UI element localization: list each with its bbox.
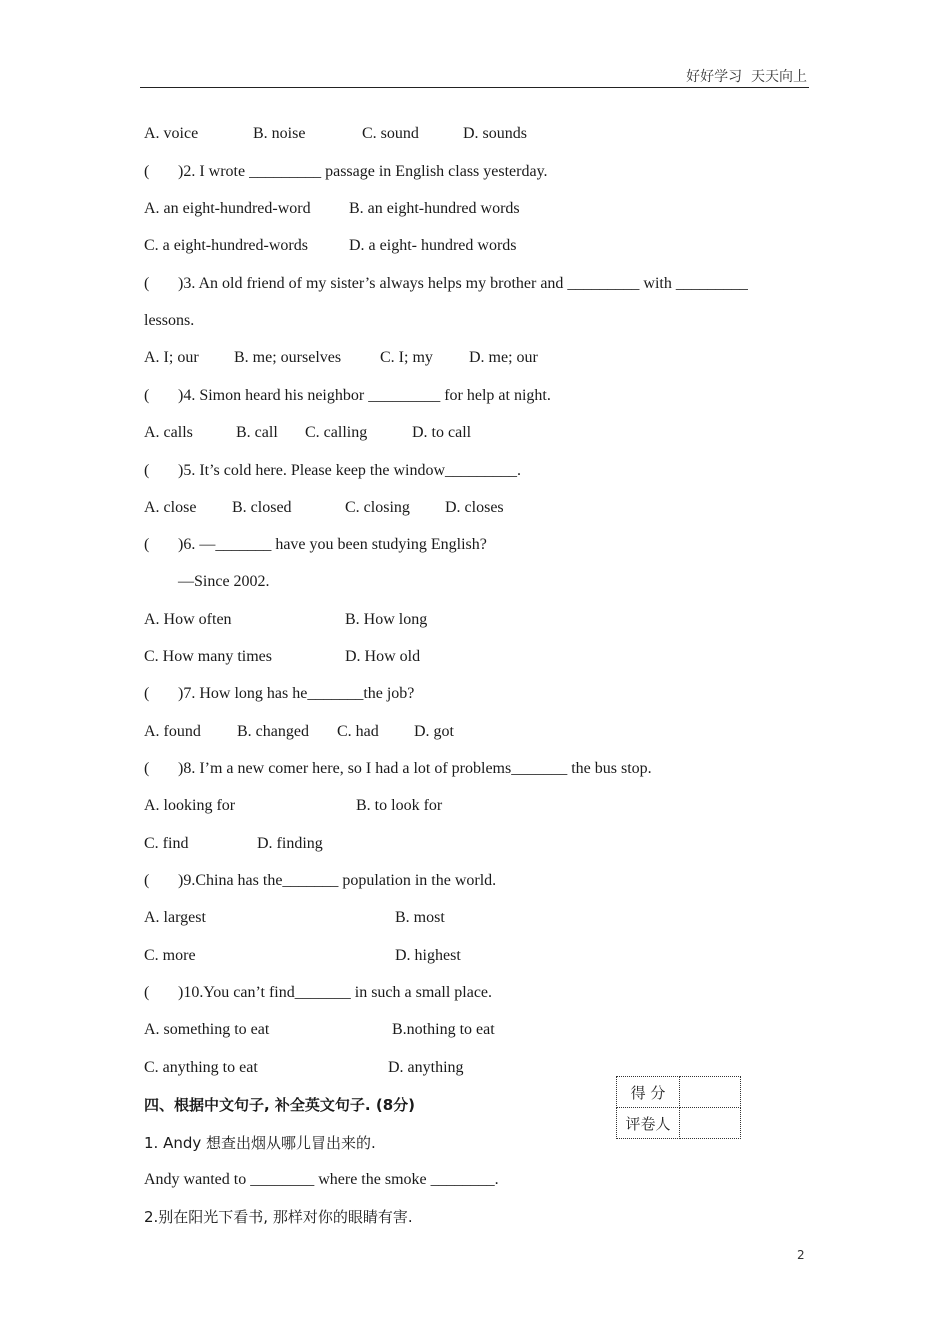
option-a: A. found: [144, 723, 201, 740]
option-c: C. How many times: [144, 648, 272, 665]
score-label: 得 分: [617, 1077, 680, 1108]
header-rule: [140, 87, 809, 88]
question-3: [144, 274, 748, 294]
option-b: B. noise: [253, 125, 306, 142]
question-7: [144, 684, 414, 704]
option-a: A. How often: [144, 611, 232, 628]
option-b: B. closed: [232, 499, 292, 516]
option-d: D. How old: [345, 648, 421, 665]
section-4-item-2-chinese: 2.别在阳光下看书, 那样对你的眼睛有害.: [144, 1208, 413, 1226]
option-d: D. closes: [445, 499, 504, 516]
option-d: D. finding: [257, 835, 323, 852]
section-4-title: 四、根据中文句子, 补全英文句子. (8分): [144, 1096, 415, 1114]
question-10: [144, 983, 492, 1003]
option-d: D. me; our: [469, 349, 538, 366]
option-b: B. changed: [237, 723, 309, 740]
option-b: B.nothing to eat: [392, 1021, 495, 1038]
option-d: D. got: [414, 723, 454, 740]
option-d: D. to call: [412, 424, 472, 441]
option-c: C. sound: [362, 125, 419, 142]
answer-paren: (: [144, 872, 150, 889]
score-box: [616, 1076, 741, 1139]
question-8: [144, 759, 652, 779]
section-4-item-1-chinese: 1. Andy 想查出烟从哪儿冒出来的.: [144, 1134, 376, 1152]
grader-label: 评卷人: [617, 1108, 680, 1139]
question-stem: )3. An old friend of my sister’s always helps my brother and _________ with _________: [178, 275, 748, 292]
option-c: C. calling: [305, 424, 368, 441]
option-d: D. anything: [388, 1059, 464, 1076]
question-stem: )9.China has the_______ population in the world.: [178, 872, 497, 889]
question-5: [144, 461, 521, 481]
question-stem: )10.You can’t find_______ in such a small place.: [178, 984, 493, 1001]
question-9: [144, 871, 496, 891]
question-stem: )2. I wrote _________ passage in English class yesterday.: [178, 163, 548, 180]
score-cell: [680, 1077, 741, 1108]
section-4-item-1-english: Andy wanted to ________ where the smoke ________.: [144, 1171, 499, 1188]
question-6: [144, 535, 487, 555]
option-c: C. anything to eat: [144, 1059, 258, 1076]
question-stem: )4. Simon heard his neighbor _________ for help at night.: [178, 387, 551, 404]
answer-paren: (: [144, 387, 150, 404]
question-stem: )6. —_______ have you been studying English?: [178, 536, 487, 553]
question-4: [144, 386, 551, 406]
question-3-continued: lessons.: [144, 312, 195, 329]
option-d: D. highest: [395, 947, 461, 964]
question-stem: )8. I’m a new comer here, so I had a lot of problems_______ the bus stop.: [178, 760, 652, 777]
answer-paren: (: [144, 984, 150, 1001]
option-c: C. closing: [345, 499, 410, 516]
answer-paren: (: [144, 275, 150, 292]
option-a: A. an eight-hundred-word: [144, 200, 311, 217]
option-a: A. looking for: [144, 797, 236, 814]
option-c: C. a eight-hundred-words: [144, 237, 308, 254]
option-a: A. I; our: [144, 349, 199, 366]
option-d: D. sounds: [463, 125, 528, 142]
option-a: A. calls: [144, 424, 193, 441]
option-a: A. voice: [144, 125, 199, 142]
option-b: B. me; ourselves: [234, 349, 342, 366]
option-b: B. an eight-hundred words: [349, 200, 520, 217]
answer-paren: (: [144, 462, 150, 479]
header-motto: 好好学习 天天向上: [686, 69, 807, 85]
answer-paren: (: [144, 163, 150, 180]
option-c: C. had: [337, 723, 379, 740]
option-c: C. more: [144, 947, 196, 964]
answer-paren: (: [144, 760, 150, 777]
question-2: [144, 162, 548, 182]
question-stem: )7. How long has he_______the job?: [178, 685, 415, 702]
option-c: C. find: [144, 835, 189, 852]
option-a: A. something to eat: [144, 1021, 270, 1038]
grader-cell: [680, 1108, 741, 1139]
option-b: B. to look for: [356, 797, 443, 814]
question-6-reply: —Since 2002.: [178, 573, 270, 590]
option-b: B. How long: [345, 611, 428, 628]
option-c: C. I; my: [380, 349, 433, 366]
option-d: D. a eight- hundred words: [349, 237, 517, 254]
answer-paren: (: [144, 685, 150, 702]
answer-paren: (: [144, 536, 150, 553]
page-number: 2: [797, 1248, 805, 1262]
option-a: A. close: [144, 499, 197, 516]
option-a: A. largest: [144, 909, 206, 926]
option-b: B. call: [236, 424, 278, 441]
option-b: B. most: [395, 909, 445, 926]
question-stem: )5. It’s cold here. Please keep the window_________.: [178, 462, 522, 479]
